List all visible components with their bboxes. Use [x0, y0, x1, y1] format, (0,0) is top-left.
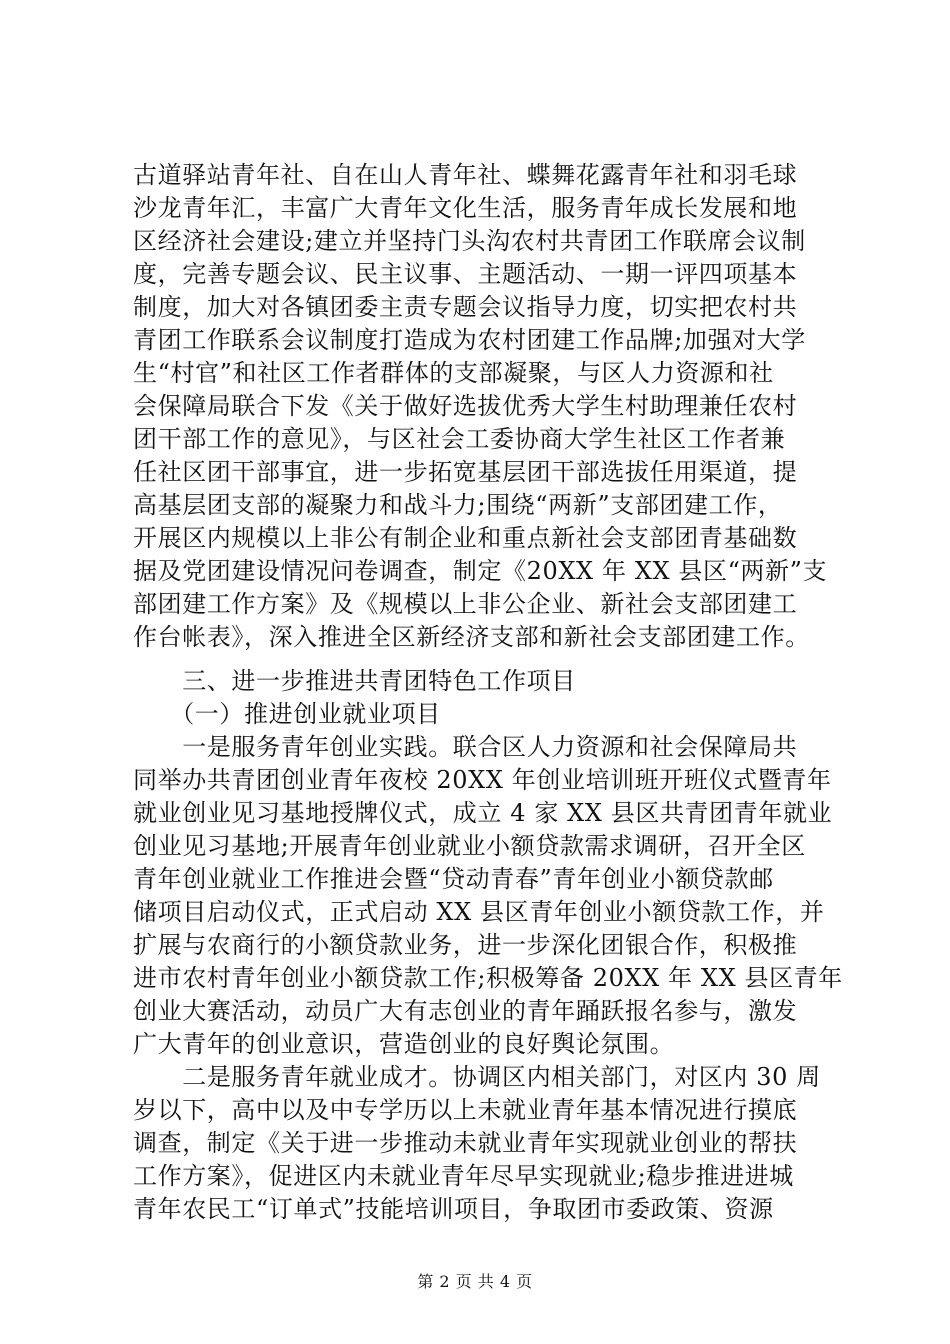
text-line: 团干部工作的意见》，与区社会工委协商大学生社区工作者兼: [133, 425, 786, 453]
text-line: 就业创业见习基地授牌仪式，成立 4 家 XX 县区共青团青年就业: [133, 799, 833, 827]
text-line: 古道驿站青年社、自在山人青年社、蝶舞花露青年社和羽毛球: [133, 161, 798, 189]
text-line: 青团工作联系会议制度打造成为农村团建工作品牌;加强对大学: [133, 326, 806, 354]
text-line: 区经济社会建设;建立并坚持门头沟农村共青团工作联席会议制: [133, 227, 806, 255]
text-line: 岁以下，高中以及中专学历以上未就业青年基本情况进行摸底: [133, 1096, 798, 1124]
text-line: 开展区内规模以上非公有制企业和重点新社会支部团青基础数: [133, 524, 798, 552]
text-line: 部团建工作方案》及《规模以上非公企业、新社会支部团建工: [133, 590, 798, 618]
text-line: 作台帐表》，深入推进全区新经济支部和新社会支部团建工作。: [133, 623, 810, 651]
text-line: 同举办共青团创业青年夜校 20XX 年创业培训班开班仪式暨青年: [133, 766, 832, 794]
text-line: 据及党团建设情况问卷调查，制定《20XX 年 XX 县区“两新”支: [133, 557, 828, 585]
text-line: 工作方案》，促进区内未就业青年尽早实现就业;稳步推进进城: [133, 1162, 794, 1190]
text-line: 高基层团支部的凝聚力和战斗力;围绕“两新”支部团建工作，: [133, 491, 783, 519]
text-line: 三、进一步推进共青团特色工作项目: [133, 667, 576, 695]
text-line: 调查，制定《关于进一步推动未就业青年实现就业创业的帮扶: [133, 1129, 798, 1157]
text-line: 储项目启动仪式，正式启动 XX 县区青年创业小额贷款工作，并: [133, 898, 825, 926]
text-line: 青年创业就业工作推进会暨“贷动青春”青年创业小额贷款邮: [133, 865, 774, 893]
text-line: （一）推进创业就业项目: [133, 700, 441, 728]
text-line: 青年农民工“订单式”技能培训项目，争取团市委政策、资源: [133, 1195, 774, 1223]
text-line: 广大青年的创业意识，营造创业的良好舆论氛围。: [133, 1030, 675, 1058]
text-line: 任社区团干部事宜，进一步拓宽基层团干部选拔任用渠道，提: [133, 458, 798, 486]
text-line: 进市农村青年创业小额贷款工作;积极筹备 20XX 年 XX 县区青年: [133, 964, 843, 992]
text-line: 创业大赛活动，动员广大有志创业的青年踊跃报名参与，激发: [133, 997, 798, 1025]
text-line: 二是服务青年就业成才。协调区内相关部门，对区内 30 周: [133, 1063, 821, 1091]
page-footer: 第 2 页 共 4 页: [417, 1272, 533, 1291]
text-line: 生“村官”和社区工作者群体的支部凝聚，与区人力资源和社: [133, 359, 774, 387]
text-line: 制度，加大对各镇团委主责专题会议指导力度，切实把农村共: [133, 293, 798, 321]
text-line: 度，完善专题会议、民主议事、主题活动、一期一评四项基本: [133, 260, 798, 288]
text-line: 扩展与农商行的小额贷款业务，进一步深化团银合作，积极推: [133, 931, 798, 959]
text-line: 一是服务青年创业实践。联合区人力资源和社会保障局共: [133, 733, 798, 761]
text-line: 会保障局联合下发《关于做好选拔优秀大学生村助理兼任农村: [133, 392, 798, 420]
text-line: 创业见习基地;开展青年创业就业小额贷款需求调研，召开全区: [133, 832, 806, 860]
text-line: 沙龙青年汇，丰富广大青年文化生活，服务青年成长发展和地: [133, 194, 798, 222]
